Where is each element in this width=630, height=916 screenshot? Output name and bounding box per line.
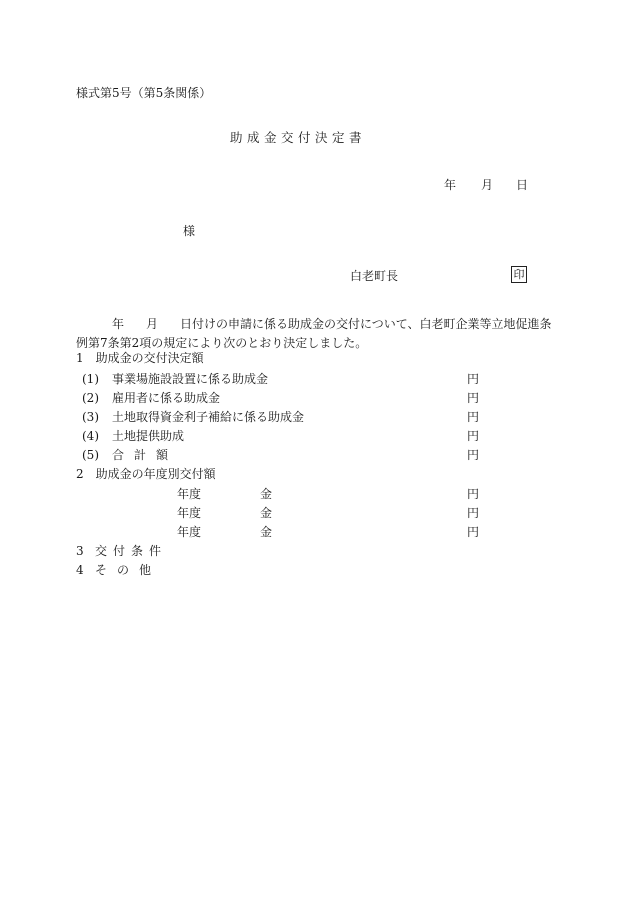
item-label: 事業場施設設置に係る助成金 [112,372,269,386]
amount-prefix: 金 [260,487,273,501]
item-number: (2) [82,391,99,405]
item-number: (3) [82,410,99,424]
intro-paragraph [76,315,570,353]
intro-line-2: 例第7条第2項の規定により次のとおり決定しました。 [76,336,368,350]
yen-unit: 円 [467,448,480,462]
item-label: 土地取得資金利子補給に係る助成金 [112,410,305,424]
yen-unit: 円 [467,525,480,539]
item-number: (5) [82,448,99,462]
date-month-label: 月 [481,178,494,192]
intro-year: 年 [112,317,125,331]
intro-line-1-rest: 日付けの申請に係る助成金の交付について、白老町企業等立地促進条 [180,317,552,331]
fiscal-year-label: 年度 [177,525,202,539]
date-year-label: 年 [444,178,457,192]
section4-number: 4 [76,563,84,577]
issuer-name: 白老町長 [350,269,399,283]
yen-unit: 円 [467,429,480,443]
form-label: 様式第5号（第5条関係） [76,86,212,100]
document-title: 助成金交付決定書 [230,130,367,145]
yen-unit: 円 [467,391,480,405]
amount-prefix: 金 [260,506,273,520]
date-day-label: 日 [516,178,529,192]
fiscal-year-label: 年度 [177,506,202,520]
section2-heading: 2 助成金の年度別交付額 [76,467,216,481]
section3-heading: 交付条件 [95,544,168,558]
fiscal-year-label: 年度 [177,487,202,501]
intro-month: 月 [146,317,159,331]
item-label: 雇用者に係る助成金 [112,391,221,405]
yen-unit: 円 [467,506,480,520]
amount-prefix: 金 [260,525,273,539]
yen-unit: 円 [467,372,480,386]
intro-line-1 [76,315,570,334]
item-label: 土地提供助成 [112,429,185,443]
yen-unit: 円 [467,487,480,501]
section1-heading: 1 助成金の交付決定額 [76,351,204,365]
addressee-suffix: 様 [183,224,196,238]
item-number: (1) [82,372,99,386]
yen-unit: 円 [467,410,480,424]
item-label: 合計額 [112,448,179,462]
section4-heading: その他 [95,563,162,577]
item-number: (4) [82,429,99,443]
seal-mark: 印 [511,266,527,283]
section3-number: 3 [76,544,84,558]
